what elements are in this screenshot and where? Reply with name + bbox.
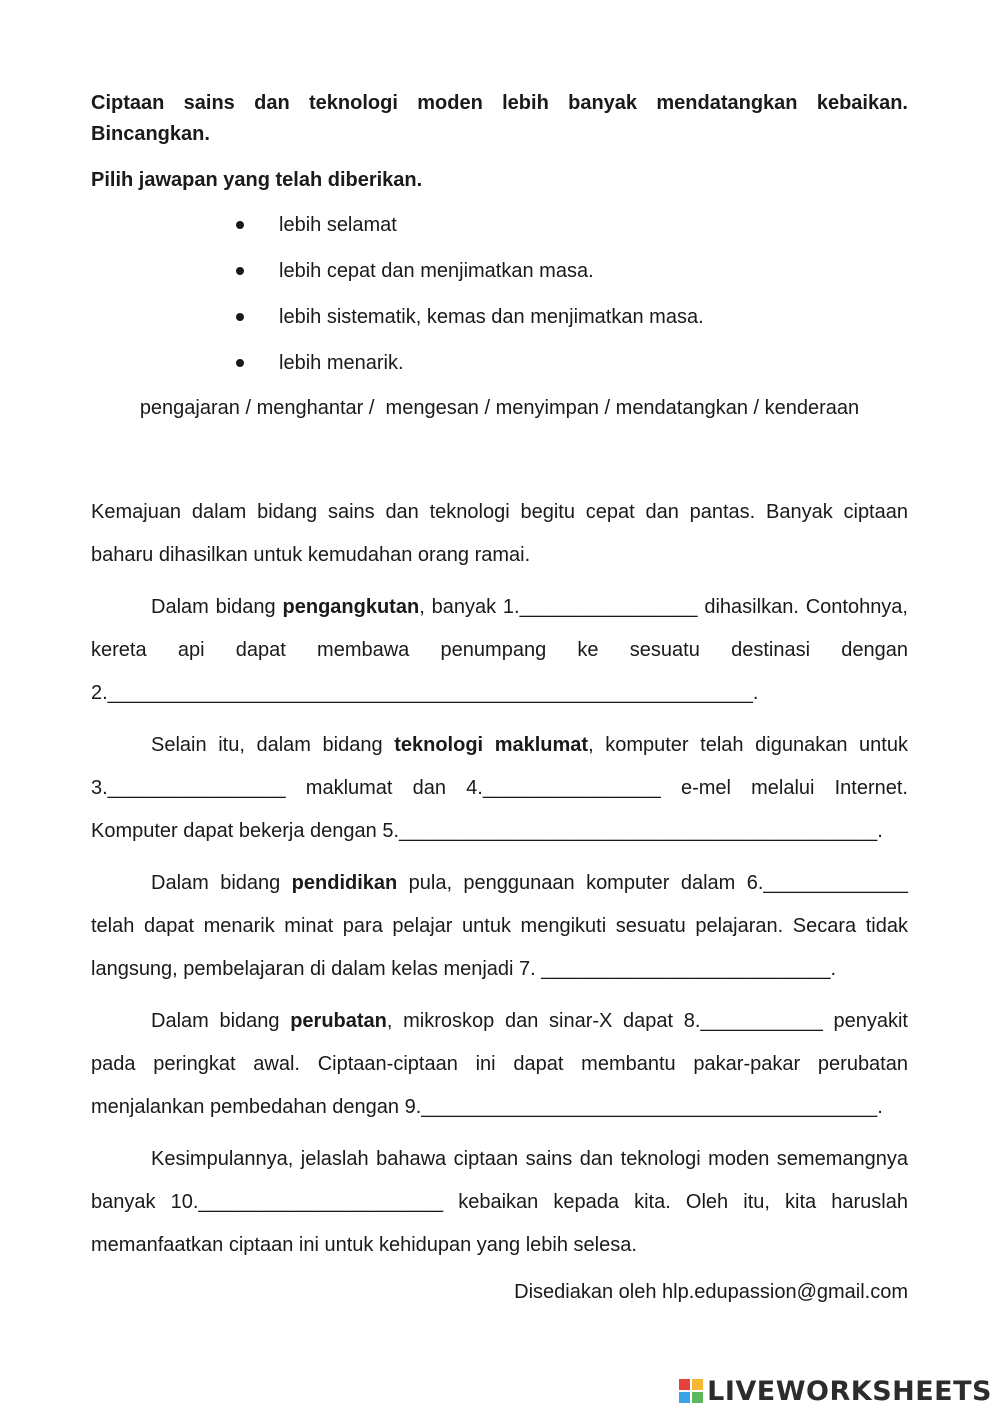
paragraph-transport: Dalam bidang pengangkutan, banyak 1.________________ dihasilkan. Contohnya, kereta api dapat membawa penumpang ke sesuatu destinasi dengan 2.__________________________________________________________. [91, 596, 908, 704]
liveworksheets-logo [679, 1373, 992, 1409]
instruction: Pilih jawapan yang telah diberikan. [91, 169, 423, 191]
bullet-icon [236, 313, 244, 321]
bullet-icon [236, 359, 244, 367]
topic-keyword: pendidikan [291, 872, 398, 894]
signature: Disediakan oleh hlp.edupassion@gmail.com [514, 1281, 908, 1303]
answer-item: lebih menarik. [91, 340, 908, 386]
topic-keyword: pengangkutan [282, 596, 420, 618]
essay-title: Ciptaan sains dan teknologi moden lebih banyak mendatangkan kebaikan. Bincangkan. [91, 92, 908, 145]
paragraph-it: Selain itu, dalam bidang teknologi maklumat, komputer telah digunakan untuk 3.________________ maklumat dan 4.________________ e-mel melalui Internet. Komputer dapat bekerja dengan 5.___________________________________________. [91, 734, 908, 842]
bullet-icon [236, 267, 244, 275]
bullet-icon [236, 221, 244, 229]
word-bank: pengajaran / menghantar / mengesan / menyimpan / mendatangkan / kenderaan [139, 397, 860, 419]
topic-keyword: teknologi maklumat [394, 734, 589, 756]
logo-text: LIVEWORKSHEETS [707, 1375, 992, 1407]
logo-mark-icon [679, 1379, 703, 1403]
answer-list [91, 202, 908, 386]
answer-item: lebih cepat dan menjimatkan masa. [91, 248, 908, 294]
answer-item: lebih selamat [91, 202, 908, 248]
paragraph-medicine: Dalam bidang perubatan, mikroskop dan sinar-X dapat 8.___________ penyakit pada peringkat awal. Ciptaan-ciptaan ini dapat membantu pakar-pakar perubatan menjalankan pembedahan dengan 9._________________________________________. [91, 1010, 908, 1118]
paragraph-education: Dalam bidang pendidikan pula, penggunaan komputer dalam 6._____________ telah dapat menarik minat para pelajar untuk mengikuti sesuatu pelajaran. Secara tidak langsung, pembelajaran di dalam kelas menjadi 7. __________________________. [91, 872, 908, 980]
paragraph-conclusion: Kesimpulannya, jelaslah bahawa ciptaan sains dan teknologi moden sememangnya banyak 10.______________________ kebaikan kepada kita. Oleh itu, kita haruslah memanfaatkan ciptaan ini untuk kehidupan yang lebih selesa. [91, 1148, 908, 1256]
topic-keyword: perubatan [290, 1010, 387, 1032]
answer-item: lebih sistematik, kemas dan menjimatkan masa. [91, 294, 908, 340]
worksheet-page [91, 88, 908, 1307]
intro-paragraph: Kemajuan dalam bidang sains dan teknologi begitu cepat dan pantas. Banyak ciptaan baharu dihasilkan untuk kemudahan orang ramai. [91, 501, 908, 566]
